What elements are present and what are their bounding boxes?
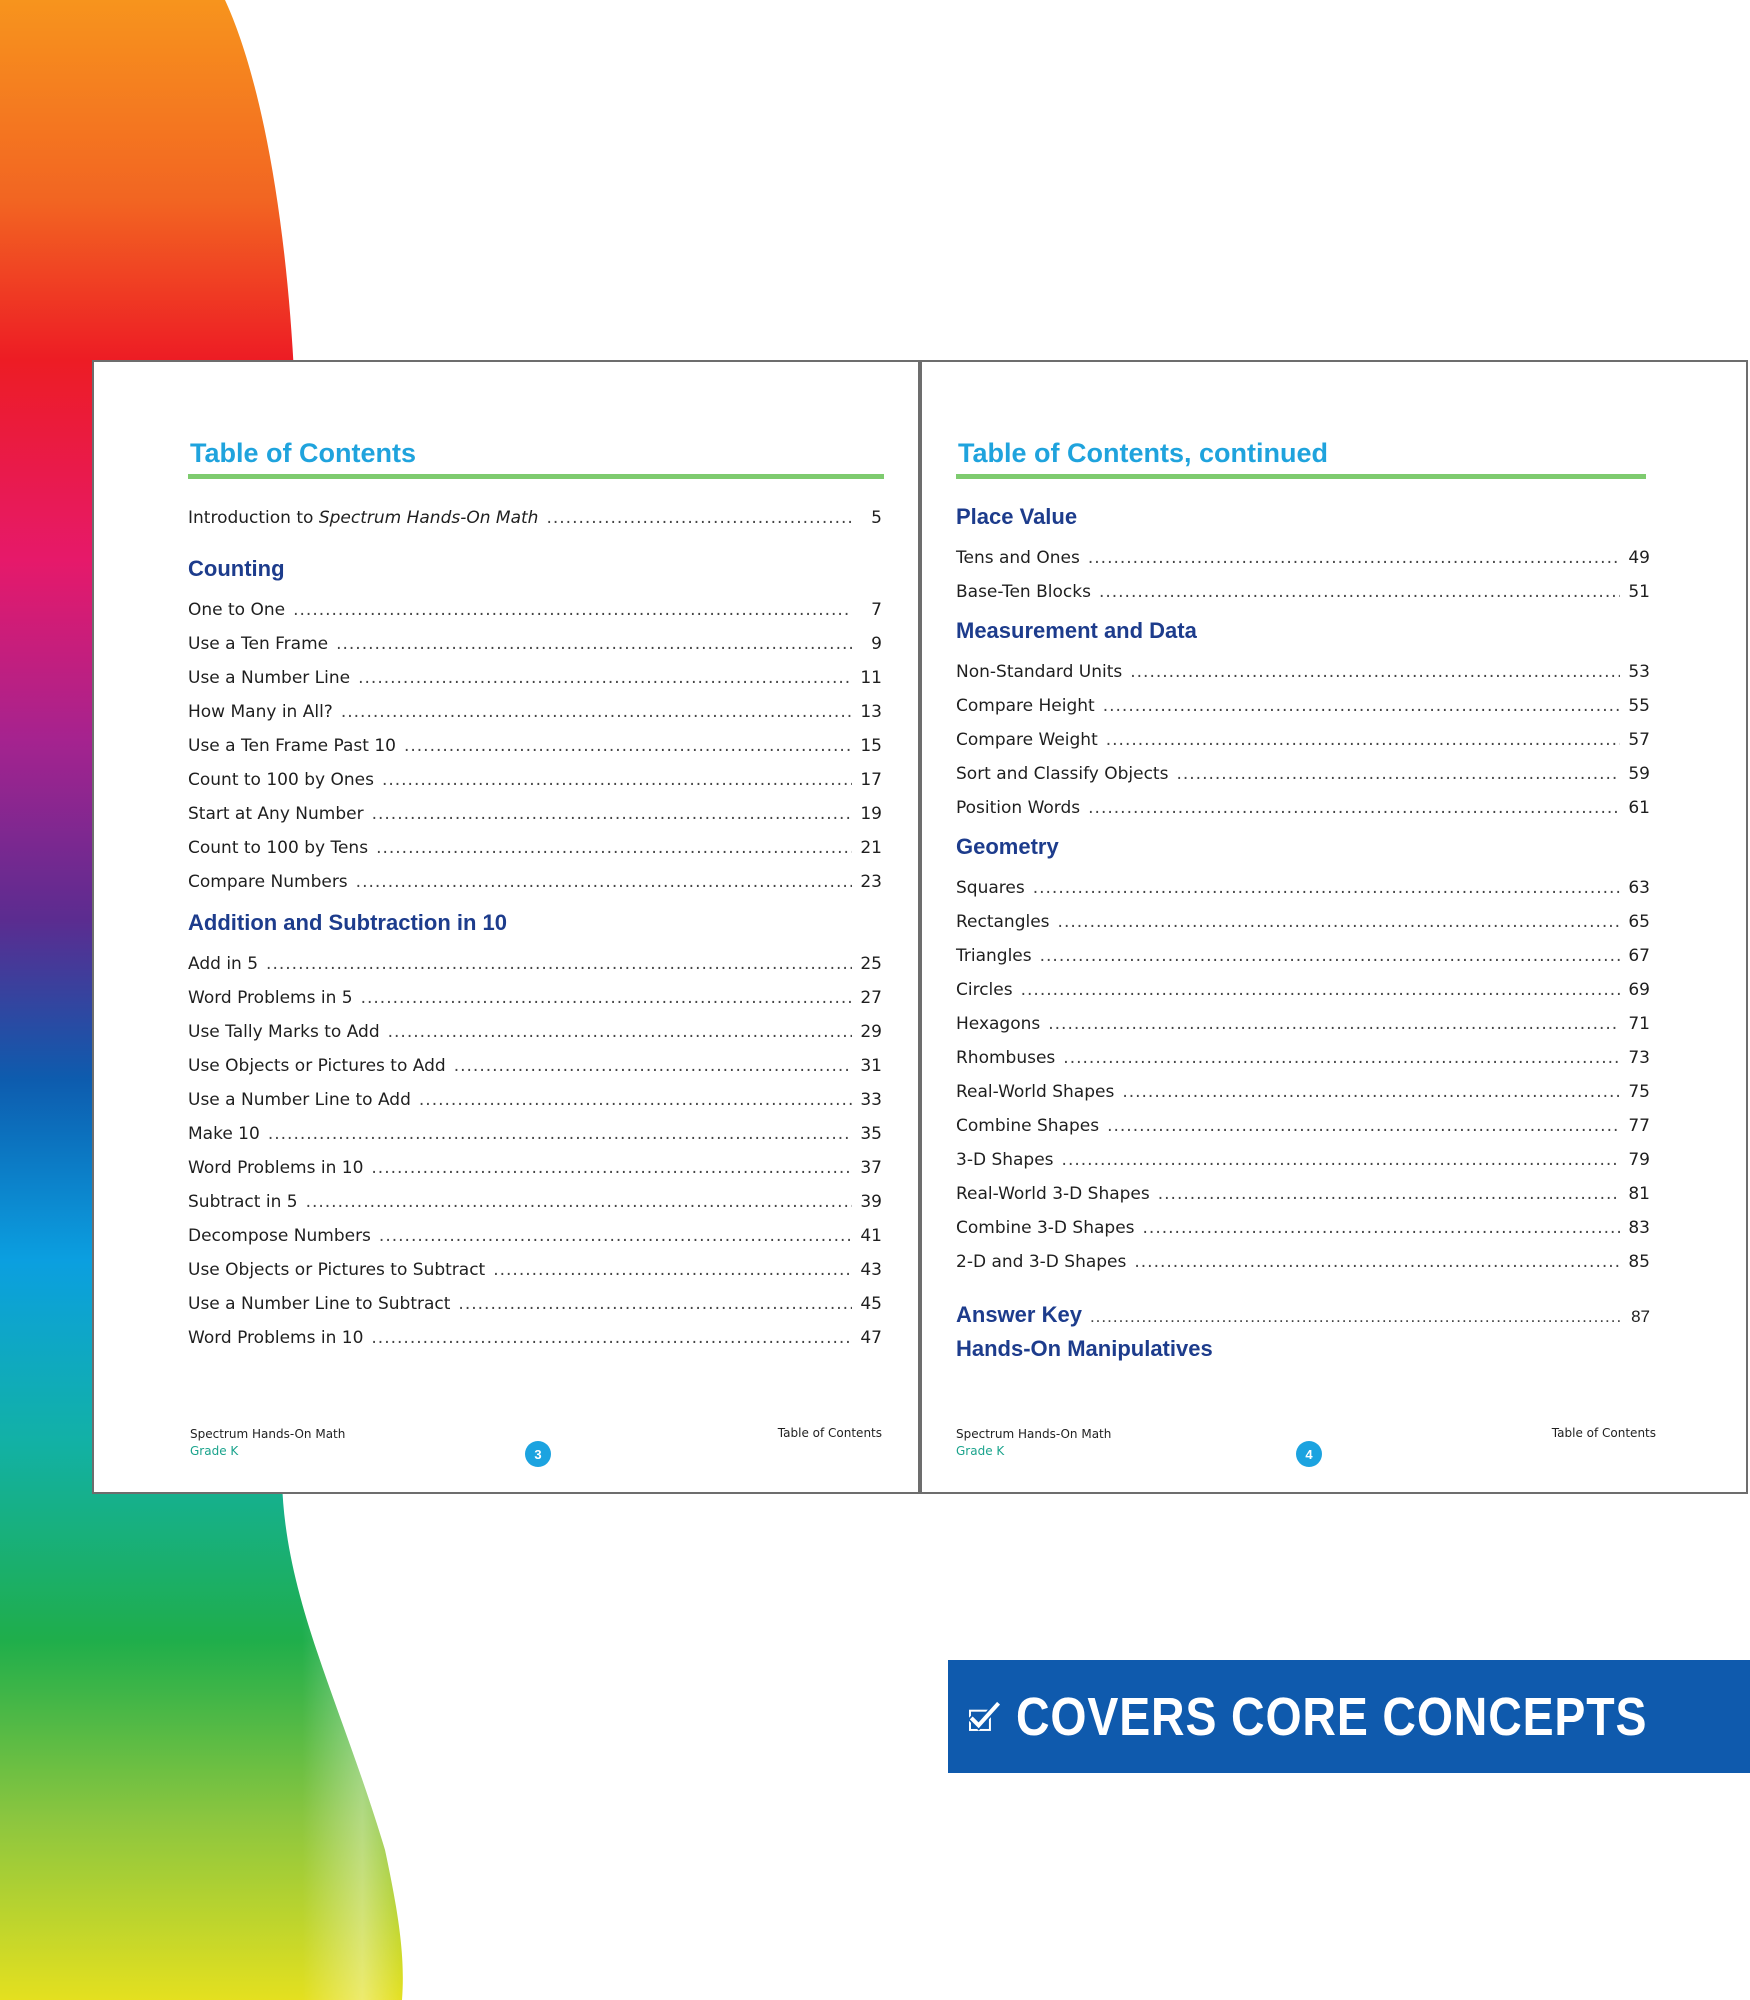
- toc-entry-page: 35: [860, 1124, 882, 1144]
- toc-entry[interactable]: [956, 764, 1650, 784]
- section-heading: Measurement and Data: [956, 618, 1197, 643]
- dot-leader: [1088, 548, 1620, 568]
- toc-entry[interactable]: [956, 696, 1650, 716]
- footer-grade: Grade K: [956, 1444, 1005, 1458]
- toc-entry[interactable]: [188, 804, 882, 824]
- toc-entry-page: 43: [860, 1260, 882, 1280]
- dot-leader: [379, 1226, 852, 1246]
- toc-entry-page: 81: [1628, 1184, 1650, 1204]
- dot-leader: [1130, 662, 1620, 682]
- toc-entry[interactable]: [956, 548, 1650, 568]
- title-rule: [188, 474, 884, 479]
- toc-entry[interactable]: [188, 1328, 882, 1348]
- toc-entry-page: 55: [1628, 696, 1650, 716]
- toc-entry-label: Compare Height: [956, 696, 1095, 716]
- toc-entry-label: 3-D Shapes: [956, 1150, 1054, 1170]
- toc-entry-label: Use Tally Marks to Add: [188, 1022, 380, 1042]
- footer-section-name: Table of Contents: [1551, 1426, 1656, 1440]
- toc-entry-label: Squares: [956, 878, 1025, 898]
- toc-entry-label: Hexagons: [956, 1014, 1041, 1034]
- toc-entry-page: 9: [871, 634, 882, 654]
- toc-entry[interactable]: [956, 730, 1650, 750]
- dot-leader: [371, 1158, 852, 1178]
- dot-leader: [356, 872, 852, 892]
- toc-entry[interactable]: [188, 1124, 882, 1144]
- toc-entry[interactable]: [956, 1082, 1650, 1102]
- toc-entry[interactable]: [188, 634, 882, 654]
- checkmark-icon: [968, 1672, 1000, 1762]
- dot-leader: [1062, 1150, 1620, 1170]
- toc-entry[interactable]: [188, 954, 882, 974]
- dot-leader: [1106, 730, 1620, 750]
- toc-entry-label: Real-World Shapes: [956, 1082, 1115, 1102]
- toc-entry[interactable]: [956, 1252, 1650, 1272]
- dot-leader: [1040, 946, 1620, 966]
- toc-entry-page: 75: [1628, 1082, 1650, 1102]
- dot-leader: [1099, 582, 1620, 602]
- toc-entry-label: How Many in All?: [188, 702, 333, 722]
- dot-leader: [1088, 798, 1620, 818]
- toc-entry-page: 19: [860, 804, 882, 824]
- toc-entry-page: 83: [1628, 1218, 1650, 1238]
- toc-entry-page: 39: [860, 1192, 882, 1212]
- toc-entry-answer-key[interactable]: [956, 1302, 1650, 1328]
- toc-entry-page: 47: [860, 1328, 882, 1348]
- toc-entry[interactable]: [956, 878, 1650, 898]
- section-heading: Addition and Subtraction in 10: [188, 910, 507, 935]
- toc-entry-label: One to One: [188, 600, 286, 620]
- dot-leader: [1134, 1252, 1620, 1272]
- dot-leader: [1033, 878, 1620, 898]
- toc-entry[interactable]: [188, 736, 882, 756]
- toc-entry-label: Use Objects or Pictures to Add: [188, 1056, 446, 1076]
- dot-leader: [293, 600, 852, 620]
- toc-entry-label: Base-Ten Blocks: [956, 582, 1091, 602]
- toc-entry-page: 53: [1628, 662, 1650, 682]
- toc-entry-page: 11: [860, 668, 882, 688]
- toc-entry[interactable]: [188, 838, 882, 858]
- toc-entry-label: Sort and Classify Objects: [956, 764, 1169, 784]
- toc-entry-page: 79: [1628, 1150, 1650, 1170]
- toc-entry-label: Use a Number Line to Subtract: [188, 1294, 451, 1314]
- toc-entry-label: Word Problems in 5: [188, 988, 353, 1008]
- toc-entry-page: 25: [860, 954, 882, 974]
- toc-entry[interactable]: [956, 1150, 1650, 1170]
- dot-leader: [371, 1328, 852, 1348]
- dot-leader: [1103, 696, 1620, 716]
- dot-leader: [1176, 764, 1620, 784]
- toc-entry-label: Compare Numbers: [188, 872, 348, 892]
- toc-entry-label: Tens and Ones: [956, 548, 1080, 568]
- toc-entry[interactable]: [188, 988, 882, 1008]
- toc-entry-label: Combine 3-D Shapes: [956, 1218, 1135, 1238]
- toc-entry[interactable]: [188, 1056, 882, 1076]
- toc-entry-page: 5: [871, 508, 882, 528]
- toc-entry-page: 17: [860, 770, 882, 790]
- toc-entry[interactable]: [956, 662, 1650, 682]
- covers-core-concepts-banner: [948, 1660, 1750, 1773]
- dot-leader: [372, 804, 852, 824]
- dot-leader: [404, 736, 852, 756]
- toc-entry[interactable]: [188, 702, 882, 722]
- toc-entry-page: 85: [1628, 1252, 1650, 1272]
- page-number-badge: 3: [525, 1441, 551, 1467]
- dot-leader: [268, 1124, 852, 1144]
- toc-entry-page: 67: [1628, 946, 1650, 966]
- toc-entry-label: Make 10: [188, 1124, 260, 1144]
- dot-leader: [458, 1294, 852, 1314]
- dot-leader: [1063, 1048, 1620, 1068]
- page-number-badge: 4: [1296, 1441, 1322, 1467]
- toc-entry-label: Compare Weight: [956, 730, 1098, 750]
- toc-entry-page: 33: [860, 1090, 882, 1110]
- dot-leader: [1058, 912, 1620, 932]
- section-heading: Place Value: [956, 504, 1078, 529]
- toc-entry-page: 45: [860, 1294, 882, 1314]
- page-title: Table of Contents: [190, 438, 416, 468]
- toc-entry-label: Use a Ten Frame Past 10: [188, 736, 396, 756]
- toc-entry[interactable]: [188, 1022, 882, 1042]
- toc-entry-label: Non-Standard Units: [956, 662, 1123, 682]
- dot-leader: [419, 1090, 852, 1110]
- toc-entry[interactable]: [956, 798, 1650, 818]
- dot-leader: [361, 988, 852, 1008]
- toc-entry[interactable]: [188, 872, 882, 892]
- footer-grade: Grade K: [190, 1444, 239, 1458]
- toc-entry-introduction[interactable]: [188, 508, 882, 528]
- toc-entry-page: 77: [1628, 1116, 1650, 1136]
- toc-entry-label: Introduction to Spectrum Hands-On Math: [188, 508, 539, 528]
- dot-leader: [336, 634, 852, 654]
- section-heading: Geometry: [956, 834, 1059, 859]
- dot-leader: [376, 838, 852, 858]
- toc-entry[interactable]: [188, 1294, 882, 1314]
- toc-entry-label: Use a Ten Frame: [188, 634, 329, 654]
- footer-section-name: Table of Contents: [777, 1426, 882, 1440]
- toc-entry[interactable]: [956, 1184, 1650, 1204]
- toc-entry-label: Use Objects or Pictures to Subtract: [188, 1260, 486, 1280]
- toc-entry-label: 2-D and 3-D Shapes: [956, 1252, 1127, 1272]
- toc-entry-label: Start at Any Number: [188, 804, 364, 824]
- toc-entry-page: 21: [860, 838, 882, 858]
- toc-entry[interactable]: [188, 1226, 882, 1246]
- toc-entry[interactable]: [188, 770, 882, 790]
- toc-entry-manipulatives[interactable]: Hands-On Manipulatives: [956, 1336, 1213, 1361]
- toc-entry-label: Use a Number Line: [188, 668, 351, 688]
- dot-leader: [1048, 1014, 1620, 1034]
- dot-leader: [546, 508, 852, 528]
- toc-entry-page: 51: [1628, 582, 1650, 602]
- dot-leader: [358, 668, 852, 688]
- toc-entry-page: 87: [1631, 1307, 1650, 1326]
- toc-entry-label: Add in 5: [188, 954, 259, 974]
- banner-text: COVERS CORE CONCEPTS: [1015, 1686, 1648, 1747]
- toc-entry-page: 7: [871, 600, 882, 620]
- toc-entry-page: 27: [860, 988, 882, 1008]
- dot-leader: [1107, 1116, 1620, 1136]
- dot-leader: [388, 1022, 852, 1042]
- toc-entry-label: Triangles: [956, 946, 1032, 966]
- toc-entry-page: 13: [860, 702, 882, 722]
- toc-entry[interactable]: [956, 1048, 1650, 1068]
- toc-entry[interactable]: [956, 912, 1650, 932]
- toc-entry-label: Subtract in 5: [188, 1192, 298, 1212]
- footer-book-info: [956, 1426, 1111, 1460]
- toc-entry-label: Position Words: [956, 798, 1081, 818]
- footer-book-info: [190, 1426, 345, 1460]
- toc-entry-label: Count to 100 by Ones: [188, 770, 374, 790]
- toc-entry[interactable]: [188, 1090, 882, 1110]
- section-heading: Counting: [188, 556, 285, 581]
- toc-entry[interactable]: [956, 1014, 1650, 1034]
- toc-entry[interactable]: [956, 980, 1650, 1000]
- toc-entry-page: 37: [860, 1158, 882, 1178]
- toc-entry-page: 61: [1628, 798, 1650, 818]
- toc-entry-page: 31: [860, 1056, 882, 1076]
- toc-entry-page: 29: [860, 1022, 882, 1042]
- footer-book-title: Spectrum Hands-On Math: [190, 1427, 346, 1441]
- toc-entry-page: 49: [1628, 548, 1650, 568]
- dot-leader: [493, 1260, 852, 1280]
- toc-entry-label: Real-World 3-D Shapes: [956, 1184, 1150, 1204]
- toc-entry[interactable]: [188, 600, 882, 620]
- toc-entry-page: 69: [1628, 980, 1650, 1000]
- right-page: [920, 360, 1748, 1494]
- toc-entry-page: 71: [1628, 1014, 1650, 1034]
- toc-entry-page: 73: [1628, 1048, 1650, 1068]
- toc-entry[interactable]: [188, 1158, 882, 1178]
- toc-entry-page: 41: [860, 1226, 882, 1246]
- dot-leader: [1122, 1082, 1620, 1102]
- toc-entry-label: Rhombuses: [956, 1048, 1056, 1068]
- toc-entry-label: Use a Number Line to Add: [188, 1090, 411, 1110]
- toc-entry-label: Decompose Numbers: [188, 1226, 371, 1246]
- page-title: Table of Contents, continued: [958, 438, 1328, 468]
- toc-entry[interactable]: [188, 1260, 882, 1280]
- dot-leader: [1021, 980, 1620, 1000]
- toc-entry-label: Count to 100 by Tens: [188, 838, 369, 858]
- dot-leader: [1158, 1184, 1620, 1204]
- toc-entry-page: 59: [1628, 764, 1650, 784]
- toc-entry-label: Word Problems in 10: [188, 1158, 364, 1178]
- toc-entry-label: Circles: [956, 980, 1013, 1000]
- toc-entry[interactable]: [956, 1218, 1650, 1238]
- toc-entry-label: Combine Shapes: [956, 1116, 1100, 1136]
- toc-entry[interactable]: [956, 582, 1650, 602]
- toc-entry-label: Answer Key: [956, 1302, 1082, 1327]
- title-rule: [956, 474, 1646, 479]
- toc-entry[interactable]: [956, 946, 1650, 966]
- left-page: [92, 360, 920, 1494]
- dot-leader: [306, 1192, 852, 1212]
- toc-entry-page: 63: [1628, 878, 1650, 898]
- toc-entry[interactable]: [956, 1116, 1650, 1136]
- toc-entry-label: Rectangles: [956, 912, 1050, 932]
- dot-leader: [1143, 1218, 1620, 1238]
- toc-entry-label: Word Problems in 10: [188, 1328, 364, 1348]
- toc-entry[interactable]: [188, 668, 882, 688]
- footer-book-title: Spectrum Hands-On Math: [956, 1427, 1112, 1441]
- dot-leader: [341, 702, 852, 722]
- toc-entry-page: 57: [1628, 730, 1650, 750]
- toc-entry-page: 65: [1628, 912, 1650, 932]
- dot-leader: [454, 1056, 852, 1076]
- toc-entry-page: 15: [860, 736, 882, 756]
- toc-entry[interactable]: [188, 1192, 882, 1212]
- dot-leader: [1090, 1307, 1620, 1327]
- dot-leader: [266, 954, 852, 974]
- toc-entry-page: 23: [860, 872, 882, 892]
- dot-leader: [382, 770, 852, 790]
